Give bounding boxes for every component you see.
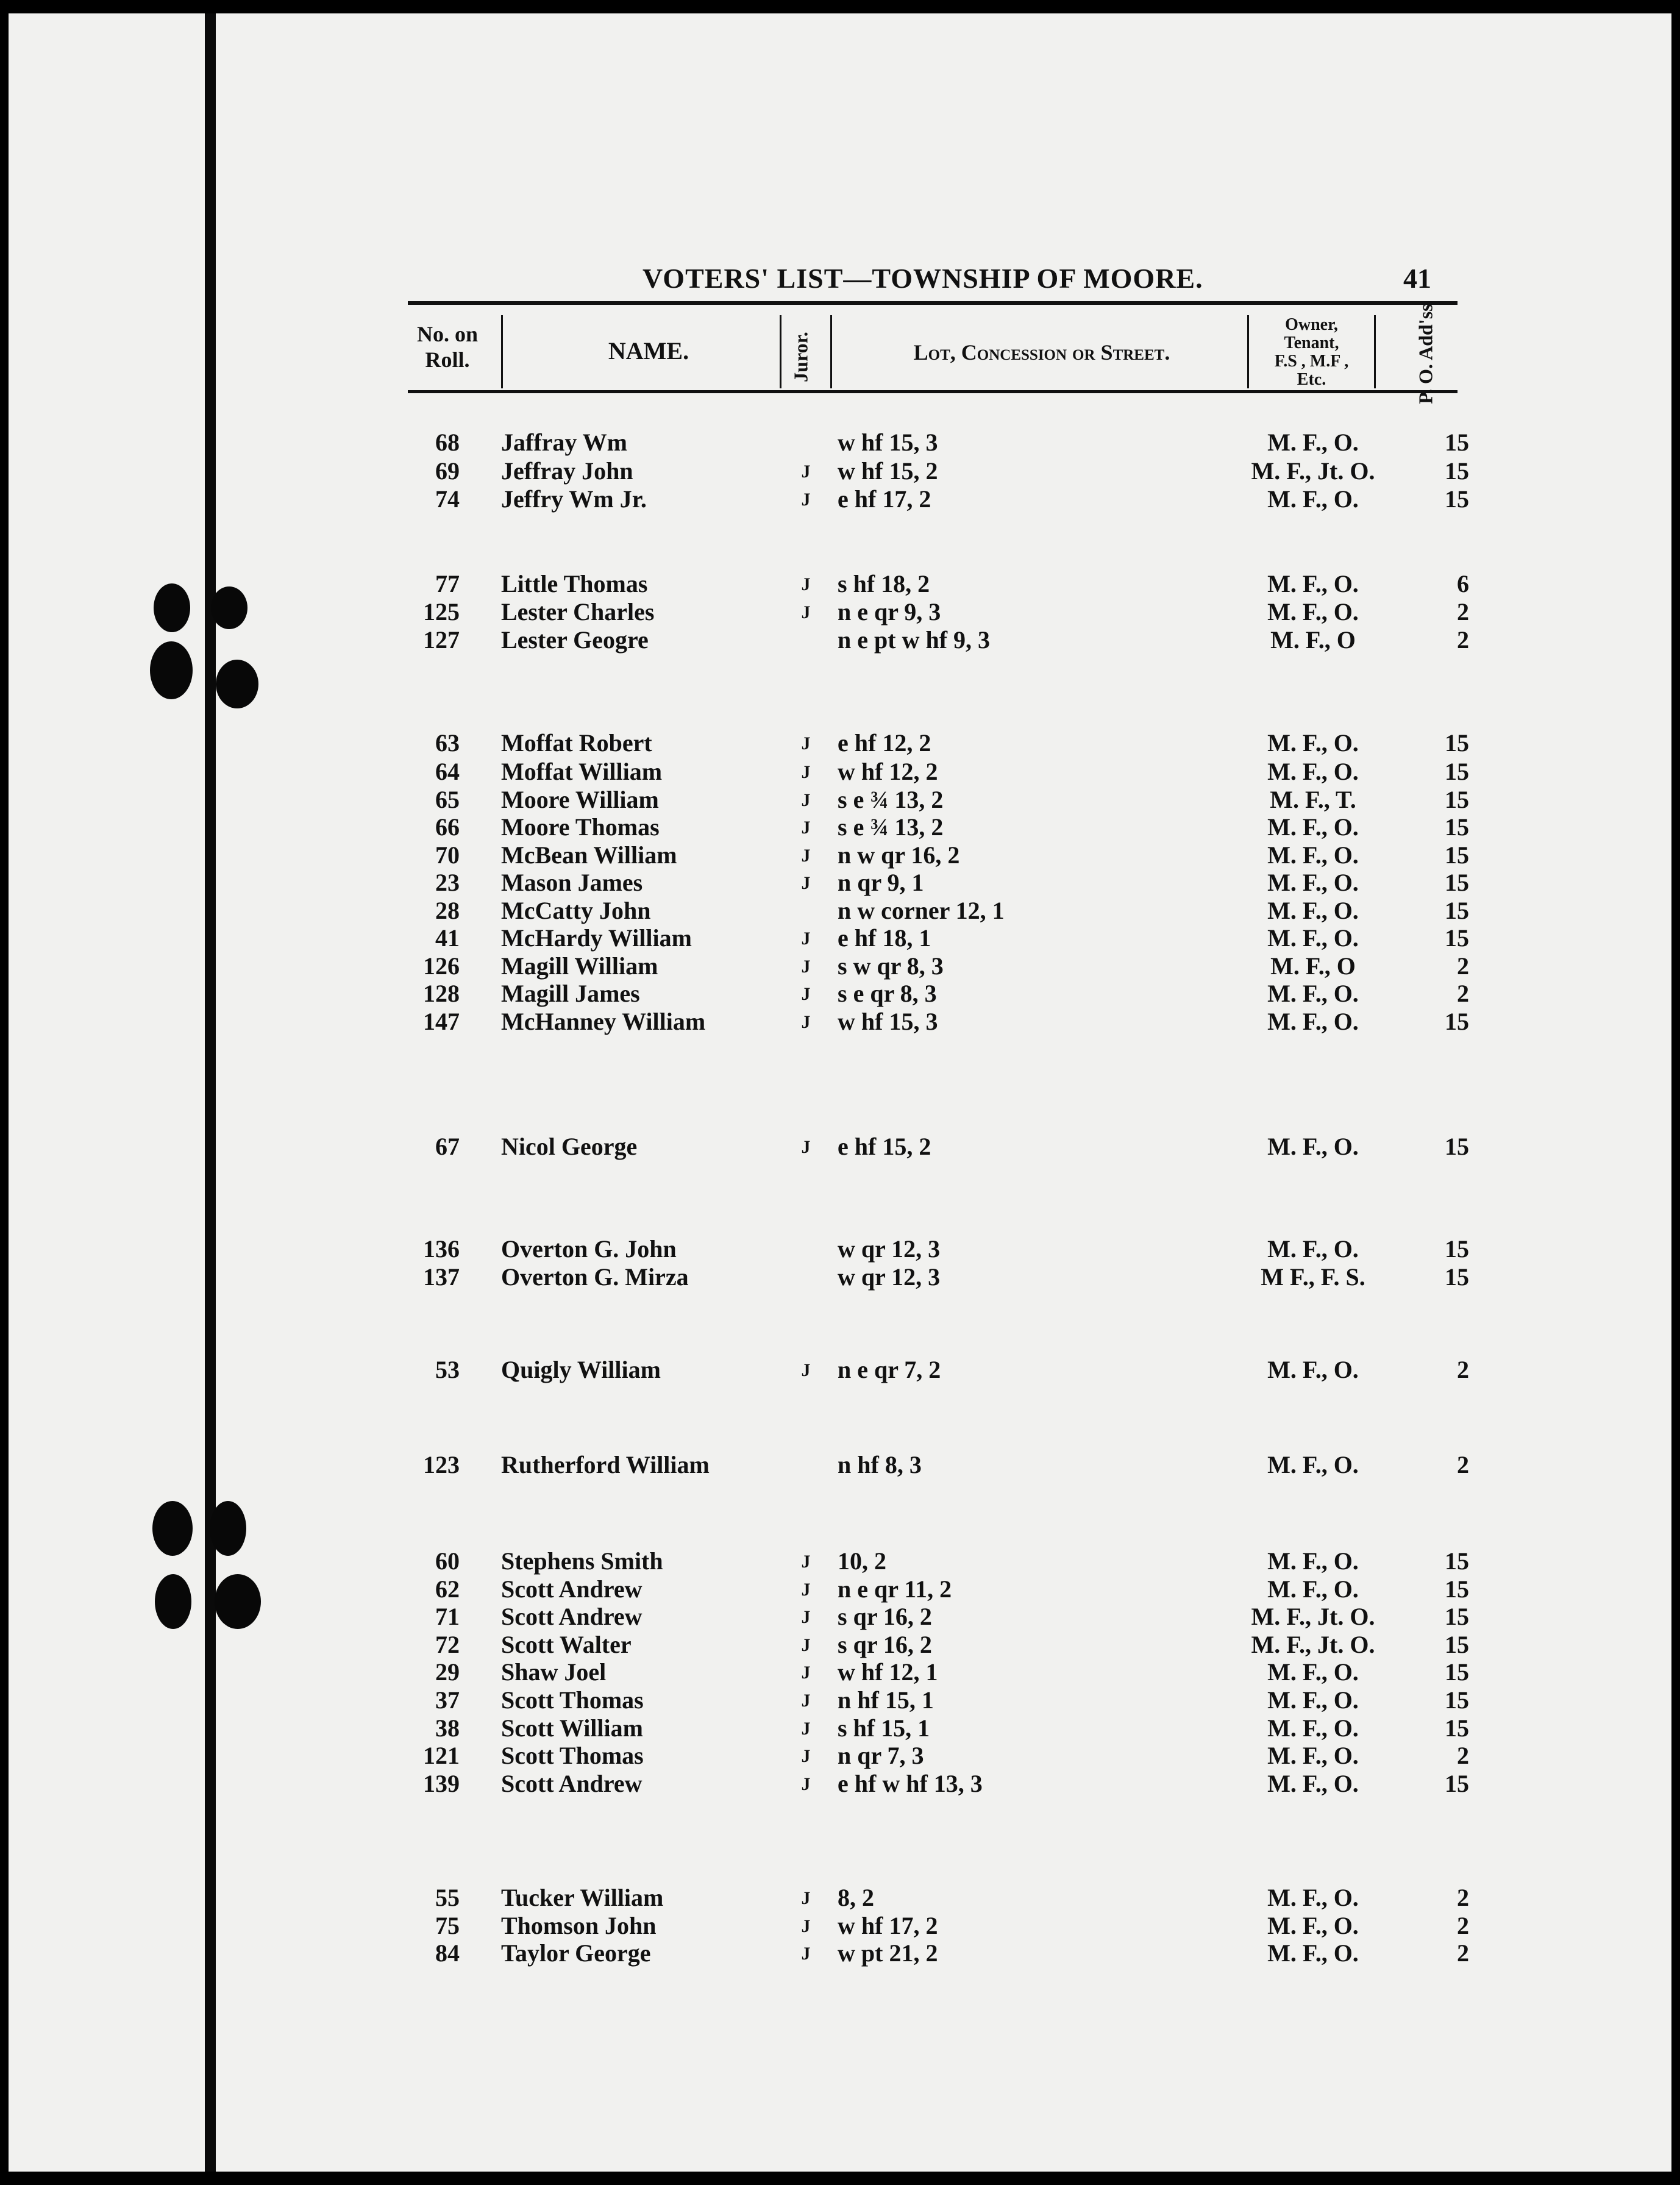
po-address: 15 [1445, 786, 1469, 813]
juror-mark: J [801, 846, 811, 866]
owner-status: M. F., O. [1267, 1686, 1359, 1714]
table-row [9, 626, 1671, 654]
voter-name: Moore William [501, 786, 659, 813]
roll-number: 84 [435, 1939, 460, 1967]
lot-concession: s hf 18, 2 [838, 570, 930, 597]
owner-status: M. F., O. [1267, 1451, 1359, 1478]
po-address: 15 [1445, 1575, 1469, 1603]
table-row [9, 1355, 1671, 1383]
lot-concession: n e pt w hf 9, 3 [838, 626, 991, 654]
lot-concession: n hf 15, 1 [838, 1686, 934, 1714]
lot-concession: e hf w hf 13, 3 [838, 1770, 983, 1797]
po-address: 2 [1457, 1742, 1469, 1769]
po-address: 15 [1445, 924, 1469, 952]
table-row [9, 1769, 1671, 1797]
column-divider [780, 315, 781, 388]
roll-number: 147 [423, 1008, 460, 1035]
owner-status: M F., F. S. [1261, 1263, 1365, 1291]
roll-number: 123 [423, 1451, 460, 1478]
roll-number: 29 [435, 1658, 460, 1686]
juror-mark: J [801, 1012, 811, 1032]
owner-status: M. F., O. [1267, 897, 1359, 924]
lot-concession: w qr 12, 3 [838, 1235, 941, 1263]
po-address: 15 [1445, 1263, 1469, 1291]
po-address: 15 [1445, 457, 1469, 485]
po-address: 15 [1445, 729, 1469, 757]
column-header-po-address: P. O. Add'ss [1414, 304, 1437, 404]
lot-concession: s e qr 8, 3 [838, 980, 937, 1007]
po-address: 2 [1457, 1356, 1469, 1383]
table-row [9, 1235, 1671, 1263]
table-row [9, 813, 1671, 841]
juror-mark: J [801, 490, 811, 510]
roll-number: 28 [435, 897, 460, 924]
lot-concession: n w qr 16, 2 [838, 841, 960, 869]
lot-concession: w hf 12, 2 [838, 758, 938, 785]
table-row [9, 1547, 1671, 1575]
voter-name: Overton G. Mirza [501, 1263, 689, 1291]
juror-mark: J [801, 1719, 811, 1739]
owner-status: M. F., O. [1267, 1575, 1359, 1603]
owner-status: M. F., O. [1267, 841, 1359, 869]
po-address: 15 [1445, 1686, 1469, 1714]
voter-name: McBean William [501, 841, 677, 869]
lot-concession: w hf 12, 1 [838, 1658, 938, 1686]
roll-number: 139 [423, 1770, 460, 1797]
voter-name: Lester Charles [501, 598, 655, 626]
owner-status: M. F., O. [1267, 1770, 1359, 1797]
juror-mark: J [801, 873, 811, 893]
table-row [9, 1263, 1671, 1291]
roll-number: 69 [435, 457, 460, 485]
lot-concession: n qr 9, 1 [838, 869, 924, 896]
lot-concession: e hf 15, 2 [838, 1133, 931, 1160]
lot-concession: s w qr 8, 3 [838, 952, 944, 980]
lot-concession: w hf 15, 3 [838, 429, 938, 456]
juror-mark: J [801, 929, 811, 949]
roll-number: 53 [435, 1356, 460, 1383]
po-address: 15 [1445, 485, 1469, 513]
po-address: 15 [1445, 1133, 1469, 1160]
voter-name: Moffat William [501, 758, 663, 785]
table-row [9, 1575, 1671, 1603]
table-row [9, 1714, 1671, 1742]
lot-concession: s e ¾ 13, 2 [838, 813, 944, 841]
po-address: 15 [1445, 1547, 1469, 1575]
table-row [9, 1630, 1671, 1658]
po-address: 2 [1457, 980, 1469, 1007]
lot-concession: e hf 12, 2 [838, 729, 931, 757]
po-address: 2 [1457, 598, 1469, 626]
juror-mark: J [801, 762, 811, 782]
juror-mark: J [801, 1635, 811, 1655]
roll-number: 66 [435, 813, 460, 841]
lot-concession: s qr 16, 2 [838, 1631, 932, 1658]
roll-number: 121 [423, 1742, 460, 1769]
table-row [9, 785, 1671, 813]
po-address: 15 [1445, 869, 1469, 896]
lot-concession: n e qr 11, 2 [838, 1575, 952, 1603]
table-row [9, 841, 1671, 869]
juror-mark: J [801, 1360, 811, 1380]
roll-number: 127 [423, 626, 460, 654]
table-row [9, 569, 1671, 597]
lot-concession: s qr 16, 2 [838, 1603, 932, 1630]
roll-number: 23 [435, 869, 460, 896]
roll-number: 72 [435, 1631, 460, 1658]
po-address: 15 [1445, 429, 1469, 456]
lot-concession: n e qr 7, 2 [838, 1356, 941, 1383]
owner-status: M. F., O. [1267, 1912, 1359, 1939]
table-row [9, 1132, 1671, 1160]
owner-status: M. F., O. [1267, 1547, 1359, 1575]
juror-mark: J [801, 1916, 811, 1936]
table-row [9, 428, 1671, 456]
owner-status: M. F., Jt. O. [1251, 1631, 1375, 1658]
owner-status: M. F., T. [1270, 786, 1356, 813]
owner-status: M. F., O. [1267, 1884, 1359, 1911]
po-address: 15 [1445, 1008, 1469, 1035]
lot-concession: w qr 12, 3 [838, 1263, 941, 1291]
voter-name: Mason James [501, 869, 643, 896]
owner-status: M. F., O. [1267, 813, 1359, 841]
roll-number: 37 [435, 1686, 460, 1714]
owner-status: M. F., O [1270, 952, 1356, 980]
voter-name: Scott Walter [501, 1631, 632, 1658]
juror-mark: J [801, 1774, 811, 1794]
voter-name: Quigly William [501, 1356, 661, 1383]
voter-name: Overton G. John [501, 1235, 677, 1263]
roll-number: 41 [435, 924, 460, 952]
table-row [9, 979, 1671, 1007]
roll-number: 137 [423, 1263, 460, 1291]
owner-status: M. F., Jt. O. [1251, 457, 1375, 485]
juror-mark: J [801, 818, 811, 838]
lot-concession: e hf 17, 2 [838, 485, 931, 513]
column-divider [1247, 315, 1249, 388]
voter-name: Scott Andrew [501, 1575, 642, 1603]
table-row [9, 597, 1671, 626]
lot-concession: w hf 15, 2 [838, 457, 938, 485]
lot-concession: 8, 2 [838, 1884, 874, 1911]
juror-mark: J [801, 1137, 811, 1157]
roll-number: 70 [435, 841, 460, 869]
lot-concession: 10, 2 [838, 1547, 886, 1575]
table-row [9, 1658, 1671, 1686]
column-header-name: NAME. [608, 337, 689, 365]
roll-number: 75 [435, 1912, 460, 1939]
voter-name: Lester Geogre [501, 626, 649, 654]
lot-concession: n e qr 9, 3 [838, 598, 941, 626]
po-address: 2 [1457, 952, 1469, 980]
juror-mark: J [801, 1663, 811, 1683]
column-divider [501, 315, 503, 388]
voter-name: Jaffray Wm [501, 429, 627, 456]
column-header-owner-tenant: Owner, Tenant, F.S , M.F , Etc. [1274, 315, 1349, 389]
roll-number: 62 [435, 1575, 460, 1603]
voter-name: Thomson John [501, 1912, 657, 1939]
owner-status: M. F., O. [1267, 1939, 1359, 1967]
document-page [9, 13, 1671, 2172]
po-address: 2 [1457, 1912, 1469, 1939]
column-header-juror: Juror. [789, 332, 812, 382]
lot-concession: n qr 7, 3 [838, 1742, 924, 1769]
owner-status: M. F., O. [1267, 1356, 1359, 1383]
po-address: 15 [1445, 758, 1469, 785]
owner-status: M. F., O. [1267, 570, 1359, 597]
juror-mark: J [801, 1944, 811, 1964]
po-address: 15 [1445, 1770, 1469, 1797]
voter-name: Scott Thomas [501, 1742, 644, 1769]
header-bottom-rule [408, 390, 1458, 393]
owner-status: M. F., O. [1267, 598, 1359, 626]
owner-status: M. F., O. [1267, 980, 1359, 1007]
voter-name: McCatty John [501, 897, 651, 924]
table-row [9, 1883, 1671, 1911]
po-address: 15 [1445, 1235, 1469, 1263]
owner-status: M. F., O. [1267, 429, 1359, 456]
roll-number: 136 [423, 1235, 460, 1263]
owner-status: M. F., O. [1267, 1658, 1359, 1686]
roll-number: 125 [423, 598, 460, 626]
po-address: 15 [1445, 1714, 1469, 1742]
owner-status: M. F., O. [1267, 1714, 1359, 1742]
page-spine-line [205, 13, 216, 2172]
voter-name: Scott Andrew [501, 1770, 642, 1797]
po-address: 2 [1457, 1939, 1469, 1967]
table-row [9, 924, 1671, 952]
owner-status: M. F., O. [1267, 1742, 1359, 1769]
table-row [9, 729, 1671, 757]
juror-mark: J [801, 1746, 811, 1766]
voter-name: Scott Thomas [501, 1686, 644, 1714]
lot-concession: w hf 15, 3 [838, 1008, 938, 1035]
table-row [9, 1911, 1671, 1939]
roll-number: 67 [435, 1133, 460, 1160]
table-row [9, 896, 1671, 924]
voter-name: Moffat Robert [501, 729, 652, 757]
voter-name: Shaw Joel [501, 1658, 607, 1686]
table-row [9, 485, 1671, 513]
lot-concession: w pt 21, 2 [838, 1939, 938, 1967]
owner-status: M. F., O. [1267, 1133, 1359, 1160]
juror-mark: J [801, 1691, 811, 1711]
po-address: 6 [1457, 570, 1469, 597]
roll-number: 128 [423, 980, 460, 1007]
voter-name: Rutherford William [501, 1451, 710, 1478]
table-row [9, 457, 1671, 485]
voter-name: Stephens Smith [501, 1547, 663, 1575]
column-divider [1374, 315, 1376, 388]
juror-mark: J [801, 790, 811, 810]
table-row [9, 868, 1671, 896]
roll-number: 71 [435, 1603, 460, 1630]
po-address: 2 [1457, 626, 1469, 654]
po-address: 15 [1445, 1631, 1469, 1658]
voter-name: Tucker William [501, 1884, 664, 1911]
table-row [9, 1741, 1671, 1769]
roll-number: 65 [435, 786, 460, 813]
table-row [9, 1450, 1671, 1478]
voter-name: Magill William [501, 952, 658, 980]
roll-number: 68 [435, 429, 460, 456]
lot-concession: n hf 8, 3 [838, 1451, 922, 1478]
juror-mark: J [801, 462, 811, 482]
roll-number: 64 [435, 758, 460, 785]
roll-number: 60 [435, 1547, 460, 1575]
voter-name: Scott Andrew [501, 1603, 642, 1630]
juror-mark: J [801, 574, 811, 594]
owner-status: M. F., O. [1267, 485, 1359, 513]
roll-number: 74 [435, 485, 460, 513]
voter-name: McHardy William [501, 924, 692, 952]
header-top-rule [408, 301, 1458, 305]
voter-name: Moore Thomas [501, 813, 660, 841]
juror-mark: J [801, 957, 811, 977]
po-address: 15 [1445, 897, 1469, 924]
owner-status: M. F., Jt. O. [1251, 1603, 1375, 1630]
juror-mark: J [801, 733, 811, 754]
voter-name: Little Thomas [501, 570, 648, 597]
juror-mark: J [801, 1607, 811, 1627]
po-address: 2 [1457, 1451, 1469, 1478]
roll-number: 126 [423, 952, 460, 980]
roll-number: 77 [435, 570, 460, 597]
owner-status: M. F., O. [1267, 924, 1359, 952]
voter-name: Jeffry Wm Jr. [501, 485, 647, 513]
table-row [9, 1007, 1671, 1035]
owner-status: M. F., O. [1267, 1008, 1359, 1035]
table-row [9, 757, 1671, 785]
owner-status: M. F., O. [1267, 1235, 1359, 1263]
juror-mark: J [801, 1888, 811, 1908]
voter-name: McHanney William [501, 1008, 706, 1035]
ink-blot [216, 660, 258, 708]
owner-status: M. F., O [1270, 626, 1356, 654]
voter-name: Scott William [501, 1714, 643, 1742]
po-address: 2 [1457, 1884, 1469, 1911]
column-header-roll-number: No. on Roll. [416, 322, 479, 372]
owner-status: M. F., O. [1267, 729, 1359, 757]
table-row [9, 1686, 1671, 1714]
po-address: 15 [1445, 1603, 1469, 1630]
table-row [9, 1939, 1671, 1967]
owner-status: M. F., O. [1267, 869, 1359, 896]
table-row [9, 1602, 1671, 1630]
roll-number: 55 [435, 1884, 460, 1911]
lot-concession: n w corner 12, 1 [838, 897, 1005, 924]
page-number: 41 [1403, 263, 1431, 294]
po-address: 15 [1445, 813, 1469, 841]
juror-mark: J [801, 602, 811, 622]
lot-concession: s e ¾ 13, 2 [838, 786, 944, 813]
roll-number: 38 [435, 1714, 460, 1742]
po-address: 15 [1445, 1658, 1469, 1686]
column-divider [830, 315, 832, 388]
roll-number: 63 [435, 729, 460, 757]
lot-concession: s hf 15, 1 [838, 1714, 930, 1742]
juror-mark: J [801, 984, 811, 1004]
voter-name: Nicol George [501, 1133, 638, 1160]
juror-mark: J [801, 1552, 811, 1572]
voter-name: Taylor George [501, 1939, 651, 1967]
lot-concession: e hf 18, 1 [838, 924, 931, 952]
table-row [9, 952, 1671, 980]
voter-name: Jeffray John [501, 457, 633, 485]
po-address: 15 [1445, 841, 1469, 869]
owner-status: M. F., O. [1267, 758, 1359, 785]
voter-name: Magill James [501, 980, 640, 1007]
lot-concession: w hf 17, 2 [838, 1912, 938, 1939]
column-header-lot-concession: Lot, Concession or Street. [913, 340, 1170, 365]
juror-mark: J [801, 1580, 811, 1600]
page-title: VOTERS' LIST—TOWNSHIP OF MOORE. [642, 263, 1203, 294]
